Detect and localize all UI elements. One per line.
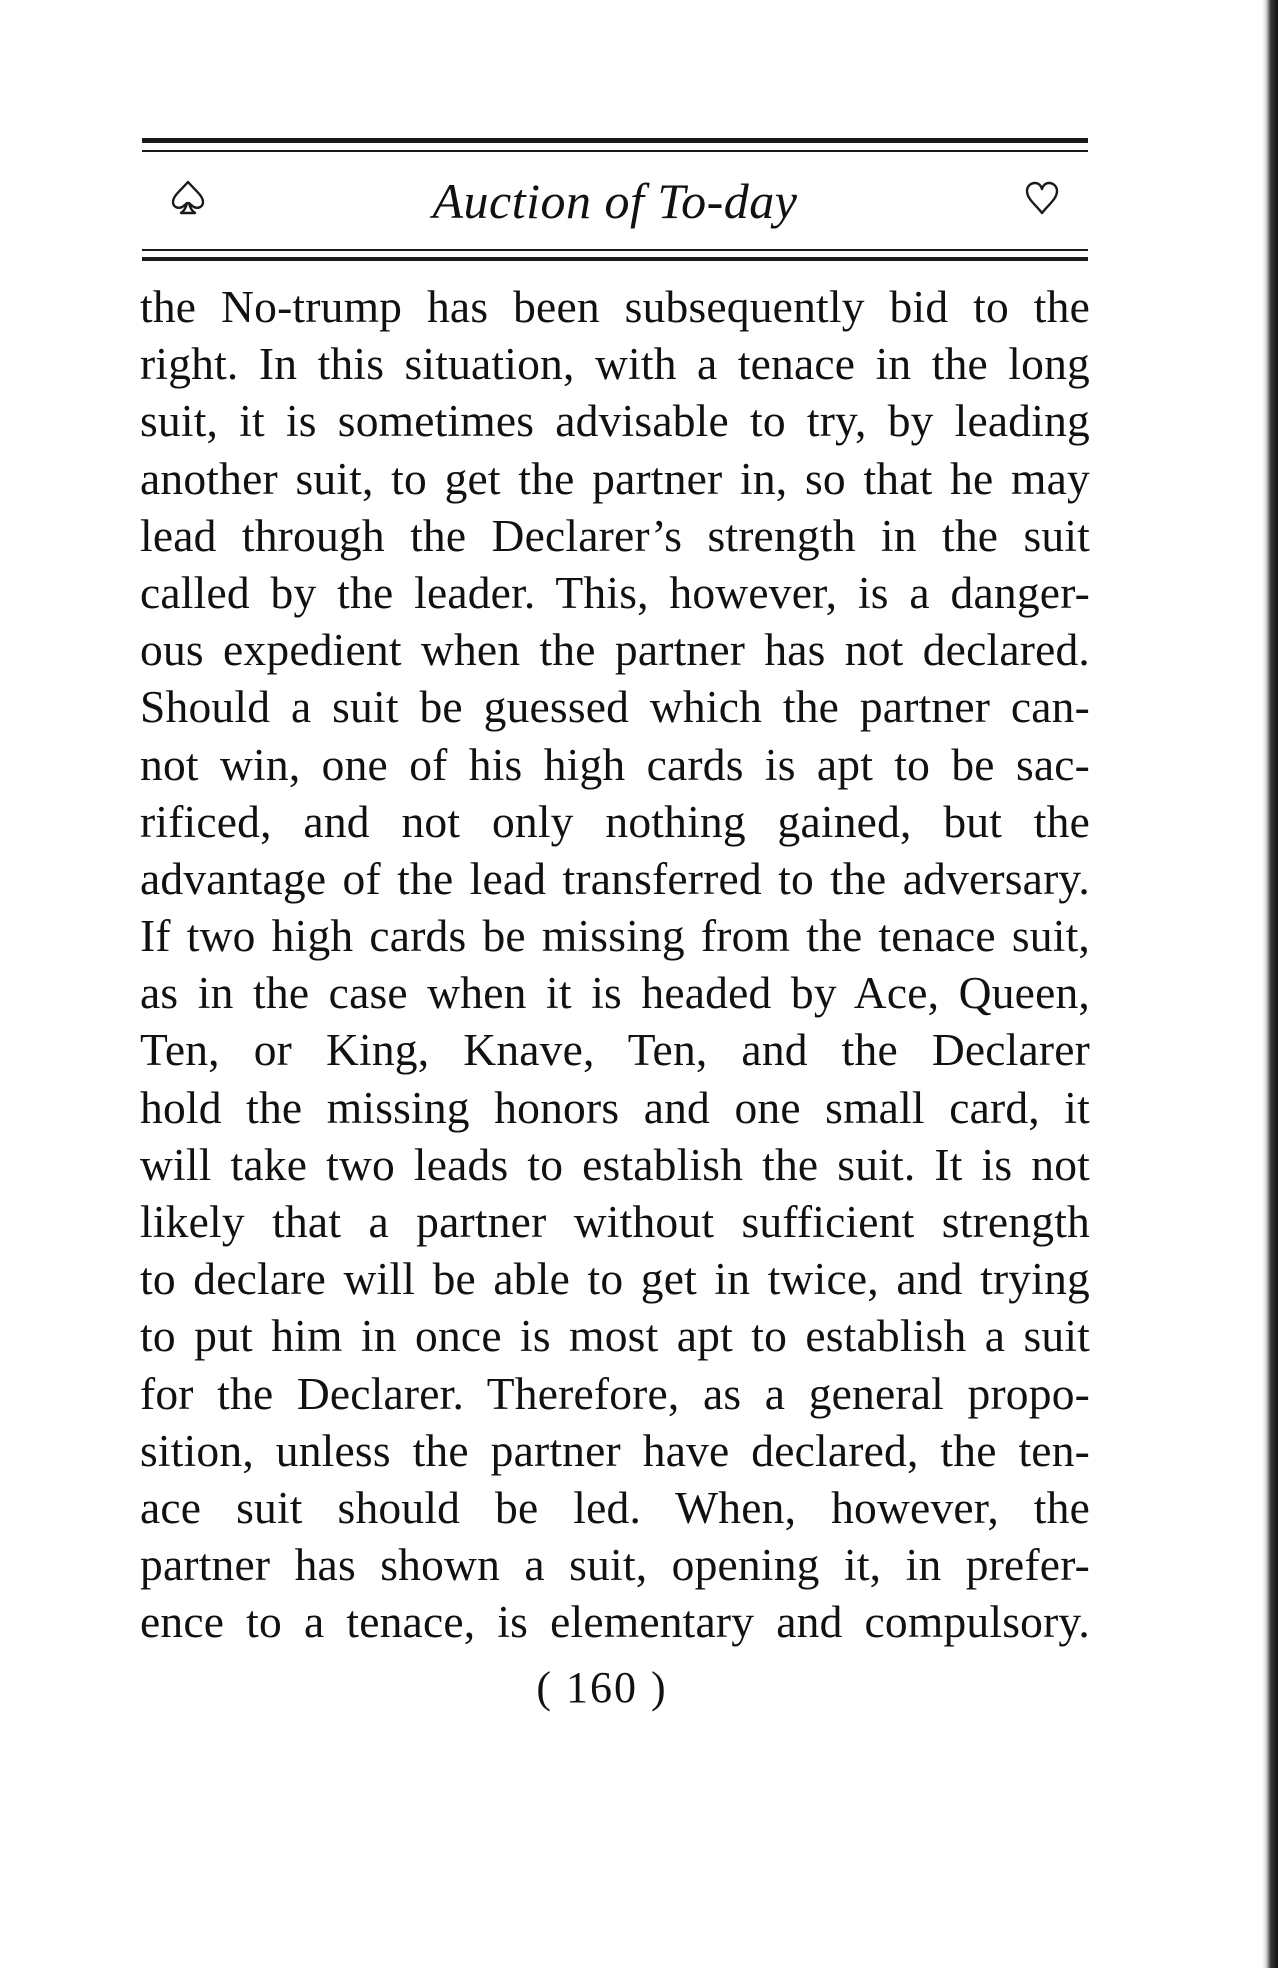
text-line: ence to a tenace, is elementary and compulsory.	[140, 1596, 1090, 1648]
text-line: to declare will be able to get in twice, and trying	[140, 1253, 1090, 1305]
text-line: not win, one of his high cards is apt to be sac-	[140, 738, 1090, 790]
text-line: as in the case when it is headed by Ace, Queen,	[140, 967, 1090, 1019]
text-line: ace suit should be led. When, however, the	[140, 1481, 1090, 1533]
header-rule-bottom-thin	[142, 249, 1088, 251]
text-line: sition, unless the partner have declared, the ten-	[140, 1424, 1090, 1476]
text-line: Should a suit be guessed which the partner can-	[140, 681, 1090, 733]
text-line: If two high cards be missing from the tenace suit,	[140, 910, 1090, 962]
header-rule-bottom-thick	[142, 257, 1088, 261]
page-edge-shadow	[1262, 0, 1278, 1968]
text-line: rificed, and not only nothing gained, but the	[140, 795, 1090, 847]
header-rule-top-thick	[142, 138, 1088, 143]
heart-icon	[1022, 178, 1062, 218]
text-line: for the Declarer. Therefore, as a general propo-	[140, 1367, 1090, 1419]
text-line: partner has shown a suit, opening it, in prefer-	[140, 1539, 1090, 1591]
running-head	[142, 172, 1088, 238]
text-line: suit, it is sometimes advisable to try, by leading	[140, 395, 1090, 447]
text-line: ous expedient when the partner has not declared.	[140, 624, 1090, 676]
text-line: Ten, or King, Knave, Ten, and the Declarer	[140, 1024, 1090, 1076]
text-line: called by the leader. This, however, is a danger-	[140, 566, 1090, 618]
running-head-title: Auction of To-day	[432, 173, 798, 229]
text-line: likely that a partner without sufficient strength	[140, 1196, 1090, 1247]
body-paragraph	[140, 278, 1090, 1651]
text-line: to put him in once is most apt to establish a suit	[140, 1310, 1090, 1362]
page-number: ( 160 )	[536, 1663, 668, 1712]
text-line: hold the missing honors and one small card, it	[140, 1081, 1090, 1133]
text-line: right. In this situation, with a tenace in the long	[140, 338, 1090, 390]
text-line: another suit, to get the partner in, so that he may	[140, 452, 1090, 504]
text-line: the No-trump has been subsequently bid to the	[140, 281, 1090, 332]
text-line: will take two leads to establish the suit. It is not	[140, 1138, 1090, 1190]
text-line: lead through the Declarer’s strength in the suit	[140, 509, 1090, 561]
header-rule-top-thin	[142, 150, 1088, 152]
text-line: advantage of the lead transferred to the adversary.	[140, 852, 1090, 904]
